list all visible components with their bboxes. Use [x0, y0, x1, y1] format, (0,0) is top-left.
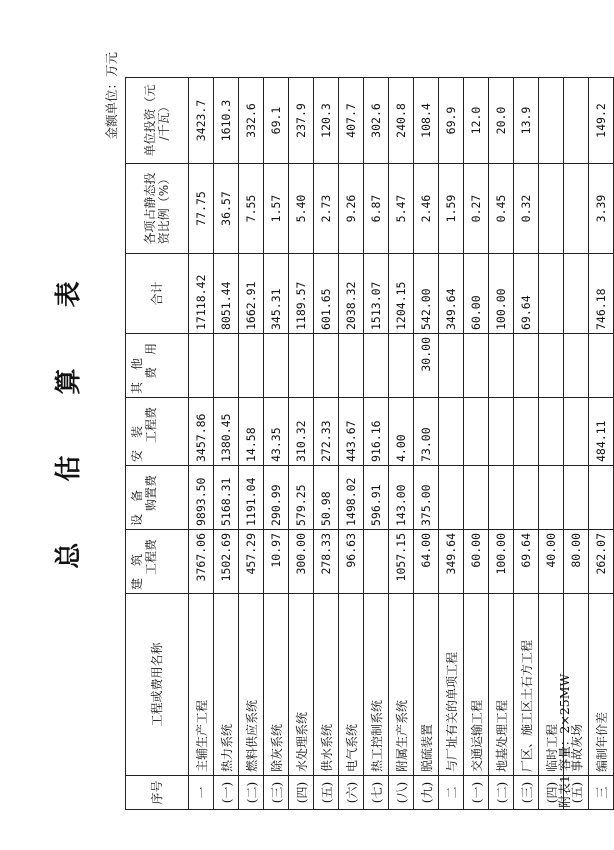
cell-install: [439, 398, 464, 466]
header-name: 工程或费用名称: [126, 594, 189, 776]
header-install-line1: 安 装: [130, 425, 144, 462]
cell-build: 69.64: [514, 530, 539, 594]
cell-other: [389, 334, 414, 398]
cell-name: 临时工程: [539, 594, 564, 776]
cell-total: 542.00: [414, 254, 439, 334]
cell-install: 484.11: [589, 398, 614, 466]
cell-install: [514, 398, 539, 466]
cell-install: 73.00: [414, 398, 439, 466]
cell-build: 100.00: [489, 530, 514, 594]
header-unit-investment-line1: 单位投资（元: [143, 84, 157, 157]
cell-install: [489, 398, 514, 466]
cell-seq: (三): [514, 776, 539, 810]
cell-name: 热力系统: [214, 594, 239, 776]
cell-build: 64.00: [414, 530, 439, 594]
cell-seq: (五): [564, 776, 589, 810]
cell-other: 30.00: [414, 334, 439, 398]
cell-equip: [489, 466, 514, 530]
cell-equip: [514, 466, 539, 530]
cell-unit-investment: 3423.7: [189, 78, 214, 164]
table-row: [439, 78, 464, 810]
cell-other: [289, 334, 314, 398]
cell-other: [539, 334, 564, 398]
table-row: [339, 78, 364, 810]
cell-total: 349.64: [439, 254, 464, 334]
cell-unit-investment: 1610.3: [214, 78, 239, 164]
cell-other: [214, 334, 239, 398]
cell-build: 60.00: [464, 530, 489, 594]
table-row: [414, 78, 439, 810]
cell-seq: (四): [539, 776, 564, 810]
cell-total: 1204.15: [389, 254, 414, 334]
cell-name: 编制年价差: [589, 594, 614, 776]
cell-seq: (六): [339, 776, 364, 810]
cell-other: [364, 334, 389, 398]
header-other-line2: 费 用: [144, 343, 158, 380]
cell-name: 水处理系统: [289, 594, 314, 776]
cell-other: [489, 334, 514, 398]
cell-build: 1057.15: [389, 530, 414, 594]
cell-name: 主辅生产工程: [189, 594, 214, 776]
cell-unit-investment: 120.3: [314, 78, 339, 164]
cell-build: 457.29: [239, 530, 264, 594]
cell-name: 电气系统: [339, 594, 364, 776]
header-build-line2: 工程费: [144, 539, 158, 576]
cell-unit-investment: 240.8: [389, 78, 414, 164]
cell-build: [364, 530, 389, 594]
table-row: [589, 78, 614, 810]
cell-name: 供水系统: [314, 594, 339, 776]
cell-equip: 579.25: [289, 466, 314, 530]
cell-ratio: 2.73: [314, 164, 339, 254]
attachment-note: 附表1 容量：2×25MW: [557, 673, 572, 808]
cell-ratio: [564, 164, 589, 254]
cell-name: 附属生产系统: [389, 594, 414, 776]
cell-install: [464, 398, 489, 466]
cell-build: 96.63: [339, 530, 364, 594]
header-total: 合计: [126, 254, 189, 334]
cell-total: 8051.44: [214, 254, 239, 334]
table-row: [514, 78, 539, 810]
cell-build: 262.07: [589, 530, 614, 594]
cell-build: 10.97: [264, 530, 289, 594]
header-equip-line1: 设 备: [130, 489, 144, 526]
table-row: [464, 78, 489, 810]
cell-seq: (五): [314, 776, 339, 810]
cell-equip: 9893.50: [189, 466, 214, 530]
document-title: 总 估 算 表: [54, 255, 84, 569]
cell-other: [439, 334, 464, 398]
cell-install: [564, 398, 589, 466]
cell-name: 脱硫装置: [414, 594, 439, 776]
cell-ratio: 77.75: [189, 164, 214, 254]
header-install-line2: 工程费: [144, 407, 158, 444]
cell-total: 1189.57: [289, 254, 314, 334]
table-row: [289, 78, 314, 810]
cell-other: [564, 334, 589, 398]
table-row: [489, 78, 514, 810]
cell-install: 443.67: [339, 398, 364, 466]
header-build: [126, 530, 189, 594]
cell-equip: [464, 466, 489, 530]
header-ratio: [126, 164, 189, 254]
cell-name: 热工控制系统: [364, 594, 389, 776]
cell-unit-investment: 237.9: [289, 78, 314, 164]
table-row: [189, 78, 214, 810]
cell-other: [239, 334, 264, 398]
header-ratio-line2: 资比例（%）: [157, 172, 171, 245]
cell-unit-investment: 108.4: [414, 78, 439, 164]
cell-seq: (四): [289, 776, 314, 810]
cell-name: 与厂址有关的单项工程: [439, 594, 464, 776]
cell-seq: (一): [214, 776, 239, 810]
cell-other: [314, 334, 339, 398]
cell-seq: 三: [589, 776, 614, 810]
cell-total: 601.65: [314, 254, 339, 334]
cell-equip: 1191.04: [239, 466, 264, 530]
cell-equip: 596.91: [364, 466, 389, 530]
cell-total: 100.00: [489, 254, 514, 334]
cell-total: 1513.07: [364, 254, 389, 334]
table-row: [214, 78, 239, 810]
cell-seq: (二): [489, 776, 514, 810]
cell-other: [189, 334, 214, 398]
cell-equip: 290.99: [264, 466, 289, 530]
cell-seq: (八): [389, 776, 414, 810]
cell-total: 2038.32: [339, 254, 364, 334]
cell-equip: 50.98: [314, 466, 339, 530]
cell-unit-investment: 13.9: [514, 78, 539, 164]
cell-name: 交通运输工程: [464, 594, 489, 776]
cell-ratio: 2.46: [414, 164, 439, 254]
cell-build: 278.33: [314, 530, 339, 594]
table-row: [239, 78, 264, 810]
cell-equip: 1498.02: [339, 466, 364, 530]
cell-ratio: 5.47: [389, 164, 414, 254]
cell-ratio: 0.27: [464, 164, 489, 254]
cell-install: [539, 398, 564, 466]
cell-total: [564, 254, 589, 334]
header-seq: 序号: [126, 776, 189, 810]
cell-equip: 5168.31: [214, 466, 239, 530]
cell-total: 69.64: [514, 254, 539, 334]
cell-total: 746.18: [589, 254, 614, 334]
cell-equip: 143.00: [389, 466, 414, 530]
cell-equip: 375.00: [414, 466, 439, 530]
cell-unit-investment: 407.7: [339, 78, 364, 164]
header-ratio-line1: 各项占静态投: [143, 172, 157, 245]
cell-name: 地基处理工程: [489, 594, 514, 776]
cell-name: 厂区、施工区土石方工程: [514, 594, 539, 776]
cell-total: 60.00: [464, 254, 489, 334]
cell-name: 燃料供应系统: [239, 594, 264, 776]
header-unit-investment-line2: /千瓦）: [157, 100, 171, 141]
cell-seq: (三): [264, 776, 289, 810]
cell-install: 3457.86: [189, 398, 214, 466]
unit-note: 金额单位：万元: [104, 52, 119, 140]
cell-ratio: 36.57: [214, 164, 239, 254]
cell-equip: [439, 466, 464, 530]
cell-install: 43.35: [264, 398, 289, 466]
cell-install: 272.33: [314, 398, 339, 466]
header-unit-investment: [126, 78, 189, 164]
table-header-row: [126, 78, 189, 810]
cell-build: 349.64: [439, 530, 464, 594]
cell-seq: 二: [439, 776, 464, 810]
cell-name: 事故灰场: [564, 594, 589, 776]
header-other: [126, 334, 189, 398]
cell-unit-investment: 69.1: [264, 78, 289, 164]
cell-equip: [539, 466, 564, 530]
cell-build: 3767.06: [189, 530, 214, 594]
cell-unit-investment: 12.0: [464, 78, 489, 164]
table-row: [389, 78, 414, 810]
cell-total: 345.31: [264, 254, 289, 334]
cell-seq: (二): [239, 776, 264, 810]
cell-equip: [564, 466, 589, 530]
cell-build: 80.00: [564, 530, 589, 594]
cell-total: 1662.91: [239, 254, 264, 334]
total-estimate-table: [125, 77, 614, 810]
cell-seq: (一): [464, 776, 489, 810]
cell-build: 40.00: [539, 530, 564, 594]
cell-total: 17118.42: [189, 254, 214, 334]
cell-unit-investment: [564, 78, 589, 164]
cell-other: [264, 334, 289, 398]
cell-ratio: 3.39: [589, 164, 614, 254]
cell-ratio: 5.40: [289, 164, 314, 254]
cell-seq: 一: [189, 776, 214, 810]
cell-build: 1502.69: [214, 530, 239, 594]
cell-other: [464, 334, 489, 398]
cell-other: [589, 334, 614, 398]
cell-seq: (七): [364, 776, 389, 810]
cell-ratio: 1.57: [264, 164, 289, 254]
cell-unit-investment: 20.0: [489, 78, 514, 164]
table-row: [264, 78, 289, 810]
cell-name: 除灰系统: [264, 594, 289, 776]
cell-install: 916.16: [364, 398, 389, 466]
cell-equip: [589, 466, 614, 530]
header-other-line1: 其 他: [130, 357, 144, 394]
cell-unit-investment: 332.6: [239, 78, 264, 164]
cell-unit-investment: 69.9: [439, 78, 464, 164]
header-install: [126, 398, 189, 466]
cell-ratio: 6.87: [364, 164, 389, 254]
cell-seq: (九): [414, 776, 439, 810]
table-row: [314, 78, 339, 810]
cell-ratio: 9.26: [339, 164, 364, 254]
cell-install: 14.58: [239, 398, 264, 466]
cell-ratio: 0.32: [514, 164, 539, 254]
cell-unit-investment: [539, 78, 564, 164]
cell-unit-investment: 149.2: [589, 78, 614, 164]
cell-install: 4.00: [389, 398, 414, 466]
header-equip: [126, 466, 189, 530]
cell-install: 1380.45: [214, 398, 239, 466]
cell-unit-investment: 302.6: [364, 78, 389, 164]
cell-other: [514, 334, 539, 398]
cell-ratio: 1.59: [439, 164, 464, 254]
cell-install: 310.32: [289, 398, 314, 466]
header-equip-line2: 购置费: [144, 475, 158, 512]
cell-other: [339, 334, 364, 398]
cell-ratio: 7.55: [239, 164, 264, 254]
cell-total: [539, 254, 564, 334]
cell-ratio: [539, 164, 564, 254]
cell-build: 300.00: [289, 530, 314, 594]
table-row: [364, 78, 389, 810]
cell-ratio: 0.45: [489, 164, 514, 254]
header-build-line1: 建 筑: [130, 553, 144, 590]
